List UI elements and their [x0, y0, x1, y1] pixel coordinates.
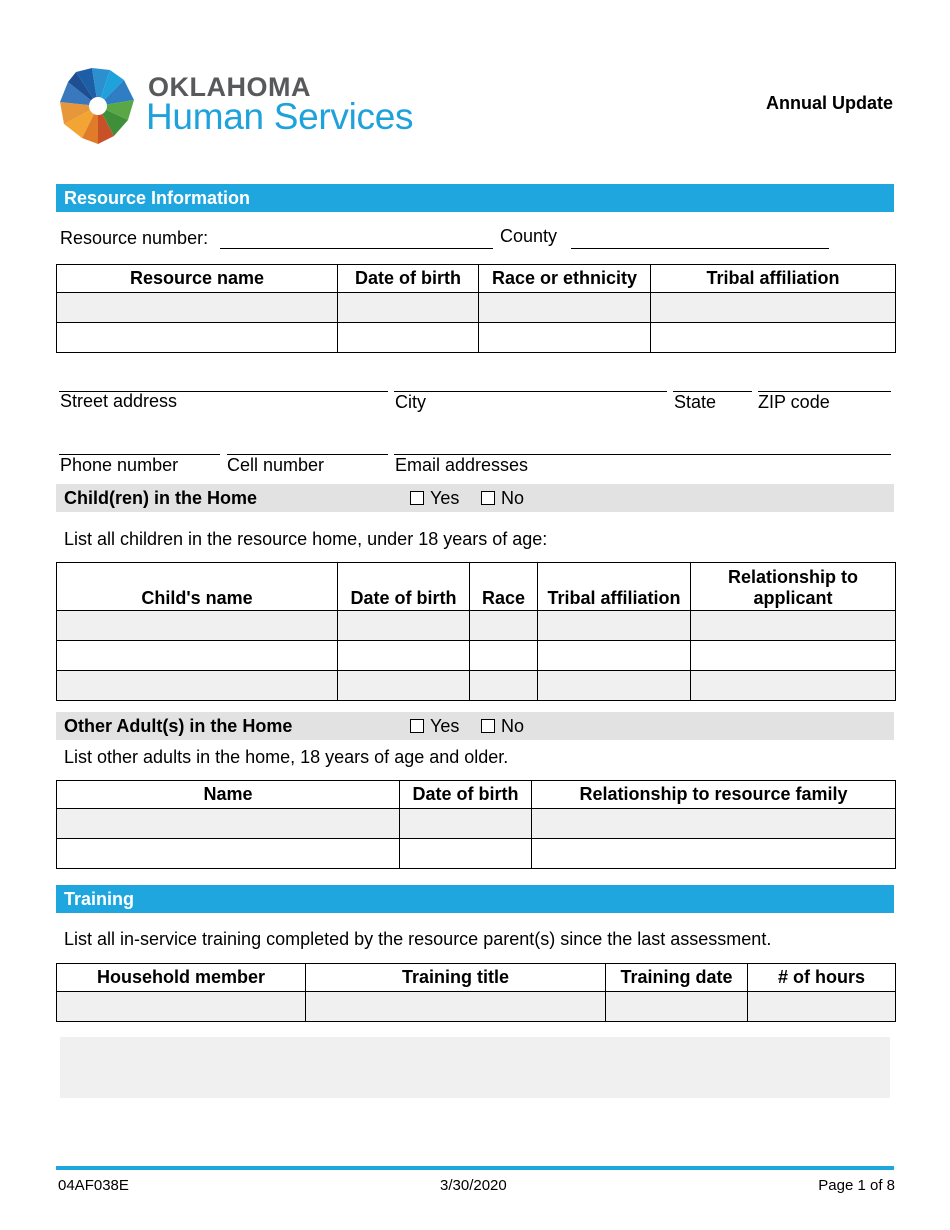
- page-number: Page 1 of 8: [818, 1177, 895, 1194]
- child-relationship-cell[interactable]: [691, 641, 896, 671]
- children-no-label: No: [501, 488, 525, 508]
- child-dob-cell[interactable]: [338, 641, 470, 671]
- child-race-cell[interactable]: [470, 641, 538, 671]
- email-addresses-label: Email addresses: [395, 455, 529, 475]
- table-row: [57, 293, 896, 323]
- table-row: [57, 611, 896, 641]
- resource-name-cell[interactable]: [57, 293, 338, 323]
- adults-table: [56, 780, 896, 869]
- training-notes-box[interactable]: [60, 1037, 890, 1098]
- child-relationship-cell[interactable]: [691, 611, 896, 641]
- county-label: County: [500, 226, 558, 246]
- child-dob-cell[interactable]: [338, 611, 470, 641]
- adults-no-label: No: [501, 716, 525, 736]
- child-race-header: Race: [470, 563, 538, 611]
- children-no-option[interactable]: [481, 484, 524, 512]
- street-address-label: Street address: [60, 391, 178, 411]
- adults-yes-option[interactable]: [410, 712, 459, 740]
- adult-relationship-header: Relationship to resource family: [532, 781, 896, 809]
- county-field[interactable]: [571, 248, 829, 249]
- resource-table: [56, 264, 896, 353]
- training-member-header: Household member: [57, 964, 306, 992]
- resource-info-section-header: Resource Information: [56, 184, 894, 212]
- child-race-cell[interactable]: [470, 611, 538, 641]
- adults-instruction: List other adults in the home, 18 years of age and older.: [64, 747, 509, 767]
- training-hours-cell[interactable]: [748, 992, 896, 1022]
- child-relationship-header: Relationship to applicant: [691, 563, 896, 611]
- star-logo-icon: [58, 66, 138, 146]
- checkbox-icon[interactable]: [481, 491, 495, 505]
- child-name-cell[interactable]: [57, 671, 338, 701]
- resource-tribal-cell[interactable]: [651, 293, 896, 323]
- adult-relationship-cell[interactable]: [532, 839, 896, 869]
- adult-name-cell[interactable]: [57, 839, 400, 869]
- training-section-header: Training: [56, 885, 894, 913]
- table-row: [57, 839, 896, 869]
- children-section-header: [56, 484, 894, 512]
- table-row: [57, 809, 896, 839]
- child-tribal-cell[interactable]: [538, 611, 691, 641]
- table-row: [57, 641, 896, 671]
- resource-race-header: Race or ethnicity: [479, 265, 651, 293]
- adults-section-title: Other Adult(s) in the Home: [64, 716, 293, 736]
- child-race-cell[interactable]: [470, 671, 538, 701]
- resource-name-header: Resource name: [57, 265, 338, 293]
- adult-name-cell[interactable]: [57, 809, 400, 839]
- footer-rule: [56, 1166, 894, 1170]
- agency-logo: [58, 66, 438, 148]
- logo-wordmark-agency: Human Services: [146, 96, 414, 137]
- table-row: [57, 671, 896, 701]
- training-instruction: List all in-service training completed by the resource parent(s) since the last assessment.: [64, 929, 772, 949]
- resource-tribal-cell[interactable]: [651, 323, 896, 353]
- child-tribal-cell[interactable]: [538, 641, 691, 671]
- child-name-cell[interactable]: [57, 611, 338, 641]
- child-dob-header: Date of birth: [338, 563, 470, 611]
- form-type-title: Annual Update: [765, 93, 893, 113]
- resource-dob-header: Date of birth: [338, 265, 479, 293]
- child-relationship-cell[interactable]: [691, 671, 896, 701]
- training-title-header: Training title: [306, 964, 606, 992]
- adults-no-option[interactable]: [481, 712, 524, 740]
- child-name-cell[interactable]: [57, 641, 338, 671]
- training-table: [56, 963, 896, 1022]
- resource-race-cell[interactable]: [479, 293, 651, 323]
- checkbox-icon[interactable]: [410, 719, 424, 733]
- child-dob-cell[interactable]: [338, 671, 470, 701]
- child-tribal-header: Tribal affiliation: [538, 563, 691, 611]
- resource-tribal-header: Tribal affiliation: [651, 265, 896, 293]
- table-row: [57, 323, 896, 353]
- training-member-cell[interactable]: [57, 992, 306, 1022]
- adult-dob-header: Date of birth: [400, 781, 532, 809]
- cell-number-label: Cell number: [227, 455, 325, 475]
- children-instruction: List all children in the resource home, under 18 years of age:: [64, 529, 548, 549]
- adult-dob-cell[interactable]: [400, 839, 532, 869]
- training-date-cell[interactable]: [606, 992, 748, 1022]
- children-yes-option[interactable]: [410, 484, 459, 512]
- children-yes-label: Yes: [430, 488, 460, 508]
- city-label: City: [395, 392, 426, 412]
- child-name-header: Child's name: [57, 563, 338, 611]
- children-section-title: Child(ren) in the Home: [64, 488, 257, 508]
- child-tribal-cell[interactable]: [538, 671, 691, 701]
- adults-yes-label: Yes: [430, 716, 460, 736]
- resource-dob-cell[interactable]: [338, 323, 479, 353]
- resource-name-cell[interactable]: [57, 323, 338, 353]
- zip-code-label: ZIP code: [758, 392, 830, 412]
- resource-number-label: Resource number:: [60, 228, 209, 248]
- checkbox-icon[interactable]: [410, 491, 424, 505]
- checkbox-icon[interactable]: [481, 719, 495, 733]
- adult-dob-cell[interactable]: [400, 809, 532, 839]
- resource-number-field[interactable]: [220, 248, 493, 249]
- adult-relationship-cell[interactable]: [532, 809, 896, 839]
- state-label: State: [674, 392, 717, 412]
- city-field[interactable]: [394, 391, 667, 392]
- resource-dob-cell[interactable]: [338, 293, 479, 323]
- table-row: [57, 992, 896, 1022]
- logo-wordmark-state: OKLAHOMA: [148, 72, 311, 102]
- training-title-cell[interactable]: [306, 992, 606, 1022]
- form-date: 3/30/2020: [440, 1177, 507, 1194]
- resource-race-cell[interactable]: [479, 323, 651, 353]
- form-number: 04AF038E: [58, 1177, 129, 1194]
- adult-name-header: Name: [57, 781, 400, 809]
- adults-section-header: [56, 712, 894, 740]
- children-table: [56, 562, 896, 701]
- training-date-header: Training date: [606, 964, 748, 992]
- phone-number-label: Phone number: [60, 455, 179, 475]
- training-hours-header: # of hours: [748, 964, 896, 992]
